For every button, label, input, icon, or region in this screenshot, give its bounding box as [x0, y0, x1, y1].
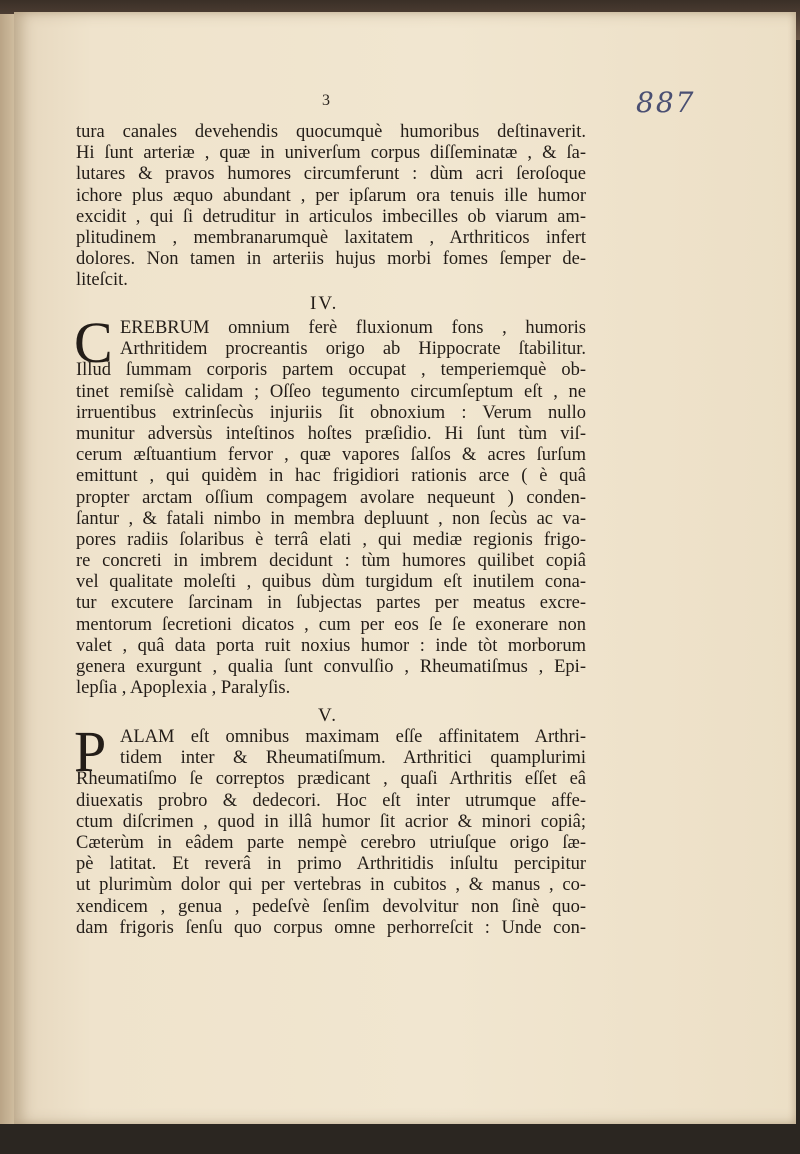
text-line: ſantur , & fatali nimbo in membra depluunt , non ſecùs ac va-	[76, 508, 586, 529]
text-line: liteſcit.	[76, 270, 128, 291]
handwritten-folio-number: 887	[636, 86, 696, 119]
text-line: emittunt , qui quidèm in hac frigidiori rationis arce ( è quâ	[76, 466, 586, 487]
text-line: Hi ſunt arteriæ , quæ in univerſum corpus diſſeminatæ , & ſa-	[76, 143, 586, 164]
text-line: Cæterùm in eâdem parte nempè cerebro utriuſque origo ſæ-	[76, 832, 586, 853]
dropcap-p: P	[74, 719, 107, 784]
dropcap-c: C	[74, 310, 113, 375]
section-heading-v: V.	[318, 705, 339, 726]
section-heading-iv: IV.	[310, 293, 339, 314]
text-line: re concreti in imbrem decidunt : tùm humores quilibet copiâ	[76, 551, 586, 572]
text-line: genera exurgunt , qualia ſunt convulſio , Rheumatiſmus , Epi-	[76, 657, 586, 677]
text-line: pè latitat. Et reverâ in primo Arthritidis inſultu percipitur	[76, 854, 586, 875]
text-line: Illud ſummam corporis partem occupat , temperiemquè ob-	[76, 360, 586, 381]
intro-paragraph	[76, 122, 586, 292]
text-line: ctum diſcrimen , quod in illâ humor ſit acrior & minori copiâ;	[76, 811, 586, 832]
text-line: ichore plus æquo abundant , per ipſarum ora tenuis ille humor	[76, 185, 586, 206]
text-line: EREBRUM omnium ferè fluxionum fons , humoris	[120, 318, 586, 338]
text-line: ALAM eſt omnibus maximam eſſe affinitatem Arthri-	[120, 727, 586, 747]
text-line: cerum æſtuantium fervor , quæ vapores ſalſos & acres ſurſum	[76, 445, 586, 466]
section-v-paragraph	[76, 727, 586, 939]
text-line: dam frigoris ſenſu quo corpus omne perhorreſcit : Unde con-	[76, 917, 586, 938]
text-line: valet , quâ data porta ruit noxius humor : inde tòt morborum	[76, 635, 586, 656]
text-line: tura canales devehendis quocumquè humoribus deſtinaverit.	[76, 122, 586, 142]
text-line: ut plurimùm dolor qui per vertebras in cubitos , & manus , co-	[76, 875, 586, 896]
section-iv-paragraph	[76, 318, 586, 699]
text-line: dolores. Non tamen in arteriis hujus morbi fomes ſemper de-	[76, 249, 586, 270]
text-line: excidit , qui ſi detruditur in articulos imbecilles ob viarum am-	[76, 206, 586, 227]
text-line: munitur adversùs inteſtinos hoſtes præſidio. Hi ſunt tùm viſ-	[76, 423, 586, 444]
text-line: xendicem , genua , pedeſvè ſenſim devolvitur non ſinè quo-	[76, 896, 586, 917]
page-number: 3	[322, 92, 330, 109]
text-line: irruentibus extrinſecùs injuriis ſit obnoxium : Verum nullo	[76, 402, 586, 423]
text-line: plitudinem , membranarumquè laxitatem , Arthriticos infert	[76, 227, 586, 248]
text-line: Rheumatiſmo ſe correptos prædicant , quaſi Arthritis eſſet eâ	[76, 769, 586, 790]
text-line: mentorum ſecretioni dicatos , cum per eos ſe ſe exonerare non	[76, 614, 586, 635]
text-line: pores radiis ſolaribus è terrâ elati , qui mediæ regionis frigo-	[76, 529, 586, 550]
text-line: propter arctam oſſium compagem avolare nequeunt ) conden-	[76, 487, 586, 508]
text-line: lutares & pravos humores circumferunt : dùm acri ſeroſoque	[76, 164, 586, 185]
text-line: tur excutere ſarcinam in ſubjectas partes per meatus excre-	[76, 593, 586, 614]
text-line: Arthritidem procreantis origo ab Hippocrate ſtabilitur.	[120, 339, 586, 360]
text-line: tinet remiſsè calidam ; Oſſeo tegumento circumſeptum eſt , ne	[76, 381, 586, 402]
text-line: lepſia , Apoplexia , Paralyſis.	[76, 678, 291, 699]
text-line: tidem inter & Rheumatiſmum. Arthritici quamplurimi	[120, 748, 586, 769]
text-line: vel qualitate moleſti , quibus dùm turgidum eſt inutilem cona-	[76, 572, 586, 593]
text-line: diuexatis probro & dedecori. Hoc eſt inter utrumque affe-	[76, 790, 586, 811]
